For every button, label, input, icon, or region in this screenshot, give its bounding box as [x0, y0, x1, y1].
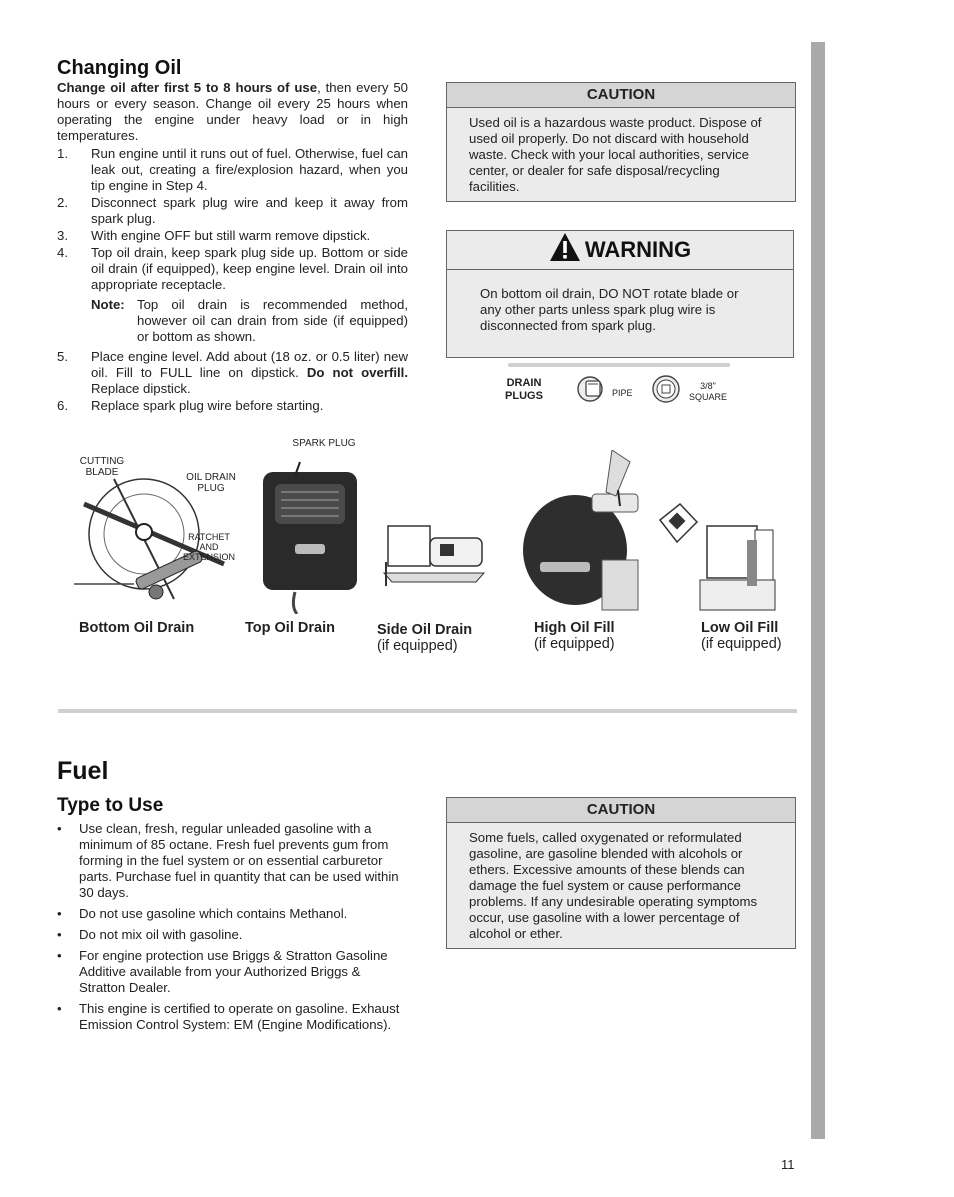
step-text: Top oil drain, keep spark plug side up. Bottom or side oil drain (if equipped), keep engine level. Drain oil into appropriate receptacle. [91, 245, 408, 292]
caption-low-oil-fill [701, 620, 782, 652]
step-text: Replace spark plug wire before starting. [91, 398, 324, 413]
list-item: • Do not mix oil with gasoline. [57, 927, 409, 943]
square-plug-icon [650, 374, 682, 409]
step-text: Replace dipstick. [91, 381, 191, 396]
cutting-blade-label [74, 456, 130, 478]
ratchet-label [178, 532, 240, 562]
caption-side-oil-drain [377, 622, 472, 654]
page-edge-bar [811, 42, 825, 1139]
warning-header [447, 231, 793, 270]
high-oil-fill-illustration [520, 450, 640, 615]
intro-bold: Change oil after first 5 to 8 hours of use [57, 80, 318, 95]
square-label-line: SQUARE [688, 392, 727, 402]
caption-title: High Oil Fill [534, 620, 615, 636]
cutting-blade-label-line: CUTTING [79, 456, 125, 467]
step-text-bold: Do not overfill. [306, 365, 409, 380]
side-oil-drain-illustration [380, 518, 490, 588]
page-number: 11 [781, 1157, 795, 1172]
step-number: 6. [57, 398, 68, 413]
note [91, 297, 408, 345]
caution-text: Some fuels, called oxygenated or reformulated gasoline, are gasoline blended with alcohols or ethers. Excessive amounts of these blends can damage the fuel system or cause performance problems. If any undesirable operating symptoms occur, use gasoline with a lower percentage of alcohol or ether. [469, 830, 758, 941]
square-label-line: 3/8" [700, 381, 716, 391]
caption-subtitle: (if equipped) [701, 636, 782, 652]
step-item [57, 228, 408, 244]
steps-list [57, 146, 408, 414]
step-item [57, 398, 408, 414]
ratchet-label-line: RATCHET [188, 532, 230, 542]
changing-oil-body [57, 80, 408, 415]
warning-title: WARNING [584, 237, 692, 262]
step-text: With engine OFF but still warm remove dipstick. [91, 228, 371, 243]
list-item: • For engine protection use Briggs & Stratton Gasoline Additive available from your Authorized Briggs & Stratton Dealer. [57, 948, 409, 996]
drain-plugs-label-line: DRAIN [506, 377, 542, 389]
drain-plugs-label [496, 377, 552, 403]
step-text: Place engine level. Add about (18 oz. or 0.5 liter) new oil. Fill to FULL line on dipstick. [91, 349, 408, 380]
caution-header: CAUTION [447, 798, 795, 823]
caption-title: Bottom Oil Drain [79, 620, 195, 636]
step-text: Run engine until it runs out of fuel. Otherwise, fuel can leak out, creating a fire/explosion hazard, when you tip engine in Step 4. [91, 146, 408, 193]
drain-plugs-divider [508, 363, 730, 367]
drain-plugs-label-line: PLUGS [505, 390, 543, 402]
caution-box-fuel [446, 797, 796, 949]
low-oil-fill-illustration [655, 500, 780, 615]
oil-drain-plug-label [180, 472, 242, 494]
caution-text: Used oil is a hazardous waste product. Dispose of used oil properly. Do not discard with household waste. Check with your local authorities, service center, or dealer for safe disposal/recycling facilities. [469, 115, 762, 194]
step-number: 2. [57, 195, 68, 210]
caption-bottom-oil-drain [79, 620, 194, 636]
pipe-label: PIPE [612, 388, 633, 398]
step-number: 3. [57, 228, 68, 243]
caption-title: Top Oil Drain [245, 620, 335, 636]
list-item: • Do not use gasoline which contains Methanol. [57, 906, 409, 922]
oil-drain-plug-label-line: PLUG [197, 483, 225, 494]
changing-oil-heading: Changing Oil [57, 57, 182, 79]
warning-triangle-icon [549, 232, 581, 268]
intro-paragraph [57, 80, 408, 144]
fuel-bullets [57, 821, 409, 1038]
list-item: • Use clean, fresh, regular unleaded gasoline with a minimum of 85 octane. Fresh fuel prevents gum from forming in the fuel system or on essential carburetor parts. Purchase fuel in quantity that can be used within 30 days. [57, 821, 409, 901]
square-label [684, 381, 732, 403]
step-number: 5. [57, 349, 68, 364]
caption-high-oil-fill [534, 620, 615, 652]
fuel-heading: Fuel [57, 757, 109, 785]
note-label: Note: [91, 297, 125, 312]
caution-header: CAUTION [447, 83, 795, 108]
step-text: Disconnect spark plug wire and keep it away from spark plug. [91, 195, 408, 226]
oil-drain-plug-label-line: OIL DRAIN [186, 472, 236, 483]
caption-subtitle: (if equipped) [377, 638, 458, 654]
list-item: • This engine is certified to operate on gasoline. Exhaust Emission Control System: EM (Engine Modifications). [57, 1001, 409, 1033]
step-number: 4. [57, 245, 68, 260]
intro-rest: , then every 50 hours or every season. Change oil every 25 hours when operating the engine under heavy load or in high temperatures. [57, 80, 408, 143]
warning-text: On bottom oil drain, DO NOT rotate blade or any other parts unless spark plug wire is disconnected from spark plug. [480, 286, 739, 333]
top-oil-drain-illustration [255, 452, 365, 614]
caption-title: Low Oil Fill [701, 620, 779, 636]
caption-subtitle: (if equipped) [534, 636, 615, 652]
step-item [57, 146, 408, 194]
caption-title: Side Oil Drain [377, 622, 473, 638]
ratchet-label-line: EXTENSION [182, 552, 235, 562]
caution-box-used-oil [446, 82, 796, 202]
note-text: Top oil drain is recommended method, however oil can drain from side (if equipped) or bottom as shown. [137, 297, 408, 344]
pipe-plug-icon [576, 374, 608, 409]
type-to-use-heading: Type to Use [57, 795, 164, 816]
caption-top-oil-drain [245, 620, 335, 636]
ratchet-label-line: AND [199, 542, 219, 552]
cutting-blade-label-line: BLADE [85, 467, 119, 478]
warning-box [446, 230, 794, 358]
step-item [57, 195, 408, 227]
step-item [57, 245, 408, 345]
step-number: 1. [57, 146, 68, 161]
step-item [57, 349, 408, 397]
spark-plug-label: SPARK PLUG [292, 438, 356, 449]
section-divider [58, 709, 797, 713]
fuel-bullet-list [57, 821, 409, 1033]
